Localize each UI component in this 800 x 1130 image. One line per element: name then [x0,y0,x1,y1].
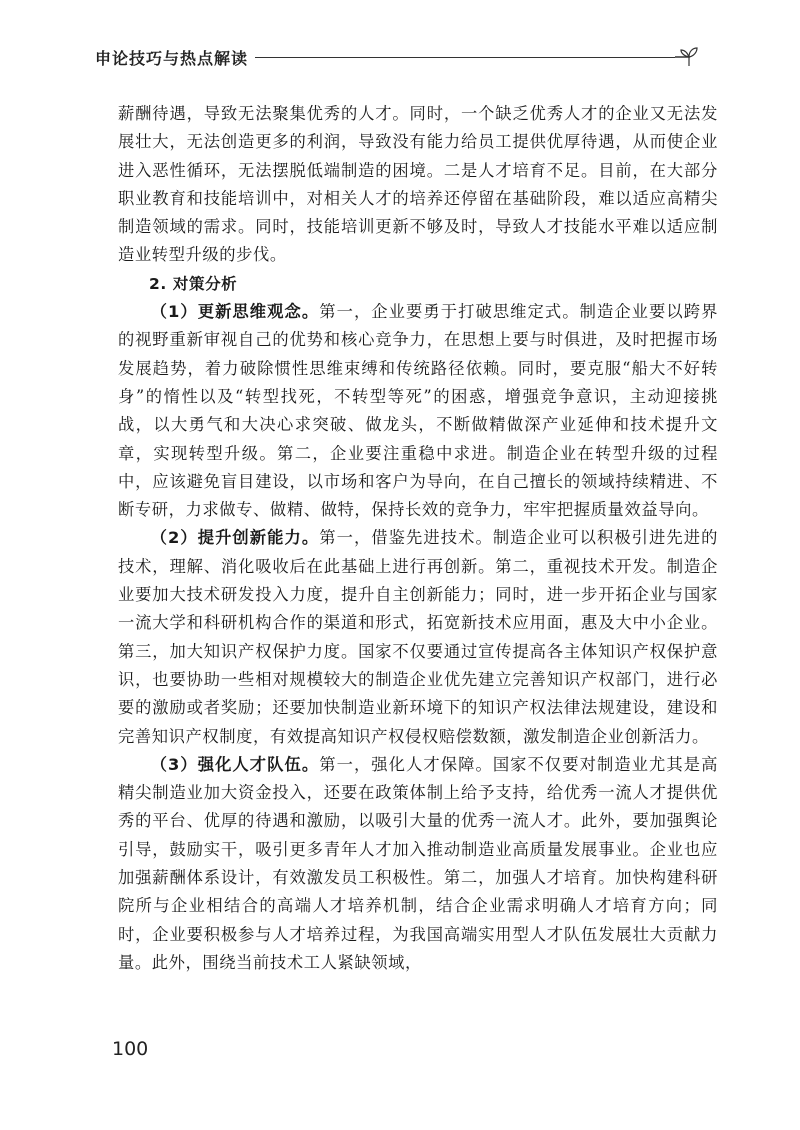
paragraph-innovation [118,524,718,750]
item-text: 第一，企业要勇于打破思维定式。制造企业要以跨界的视野重新审视自己的优势和核心竞争力，在思想上要与时俱进，及时把握市场发展趋势，着力破除惯性思维束缚和传统路径依赖。同时，要克服“船大不好转身”的惰性以及“转型找死，不转型等死”的困惑，增强竞争意识，主动迎接挑战，以大勇气和大决心求突破、做龙头，不断做精做深产业延伸和技术提升文章，实现转型升级。第二，企业要注重稳中求进。制造企业在转型升级的过程中，应该避免盲目建设，以市场和客户为导向，在自己擅长的领域持续精进、不断专研，力求做专、做精、做特，保持长效的竞争力，牢牢把握质量效益导向。 [118,302,718,520]
item-text: 第一，强化人才保障。国家不仅要对制造业尤其是高精尖制造业加大资金投入，还要在政策体制上给予支持，给优秀一流人才提供优秀的平台、优厚的待遇和激励，以吸引大量的优秀一流人才。此外，要加强舆论引导，鼓励实干，吸引更多青年人才加入推动制造业高质量发展事业。企业也应加强薪酬体系设计，有效激发员工积极性。第二，加强人才培育。加快构建科研院所与企业相结合的高端人才培养机制，结合企业需求明确人才培育方向；同时，企业要积极参与人才培养过程，为我国高端实用型人才队伍发展壮大贡献力量。此外，围绕当前技术工人紧缺领域， [118,754,718,972]
page-header [95,38,715,78]
paragraph-continued: 薪酬待遇，导致无法聚集优秀的人才。同时，一个缺乏优秀人才的企业又无法发展壮大，无法创造更多的利润，导致没有能力给员工提供优厚待遇，从而使企业进入恶性循环，无法摆脱低端制造的困境。二是人才培育不足。目前，在大部分职业教育和技能培训中，对相关人才的培养还停留在基础阶段，难以适应高精尖制造领域的需求。同时，技能培训更新不够及时，导致人才技能水平难以适应制造业转型升级的步伐。 [118,104,718,265]
section-heading: 2. 对策分析 [149,274,238,293]
paragraph-talent [118,751,718,977]
sprout-icon [675,44,705,74]
header-rule [255,57,675,58]
item-text: 第一，借鉴先进技术。制造企业可以积极引进先进的技术，理解、消化吸收后在此基础上进行再创新。第二，重视技术开发。制造企业要加大技术研发投入力度，提升自主创新能力；同时，进一步开拓企业与国家一流大学和科研机构合作的渠道和形式，拓宽新技术应用面，惠及大中小企业。第三，加大知识产权保护力度。国家不仅要通过宣传提高各主体知识产权保护意识，也要协助一些相对规模较大的制造企业优先建立完善知识产权部门，进行必要的激励或者奖励；还要加快制造业新环境下的知识产权法律法规建设，建设和完善知识产权制度，有效提高知识产权侵权赔偿数额，激发制造企业创新活力。 [118,528,718,746]
item-heading: （1）更新思维观念。 [150,302,320,322]
page-number: 100 [112,1038,149,1060]
page-body [118,100,718,977]
paragraph-update-thinking [118,298,718,524]
item-heading: （3）强化人才队伍。 [150,754,320,774]
item-heading: （2）提升创新能力。 [150,528,320,548]
running-title: 申论技巧与热点解读 [95,49,249,68]
